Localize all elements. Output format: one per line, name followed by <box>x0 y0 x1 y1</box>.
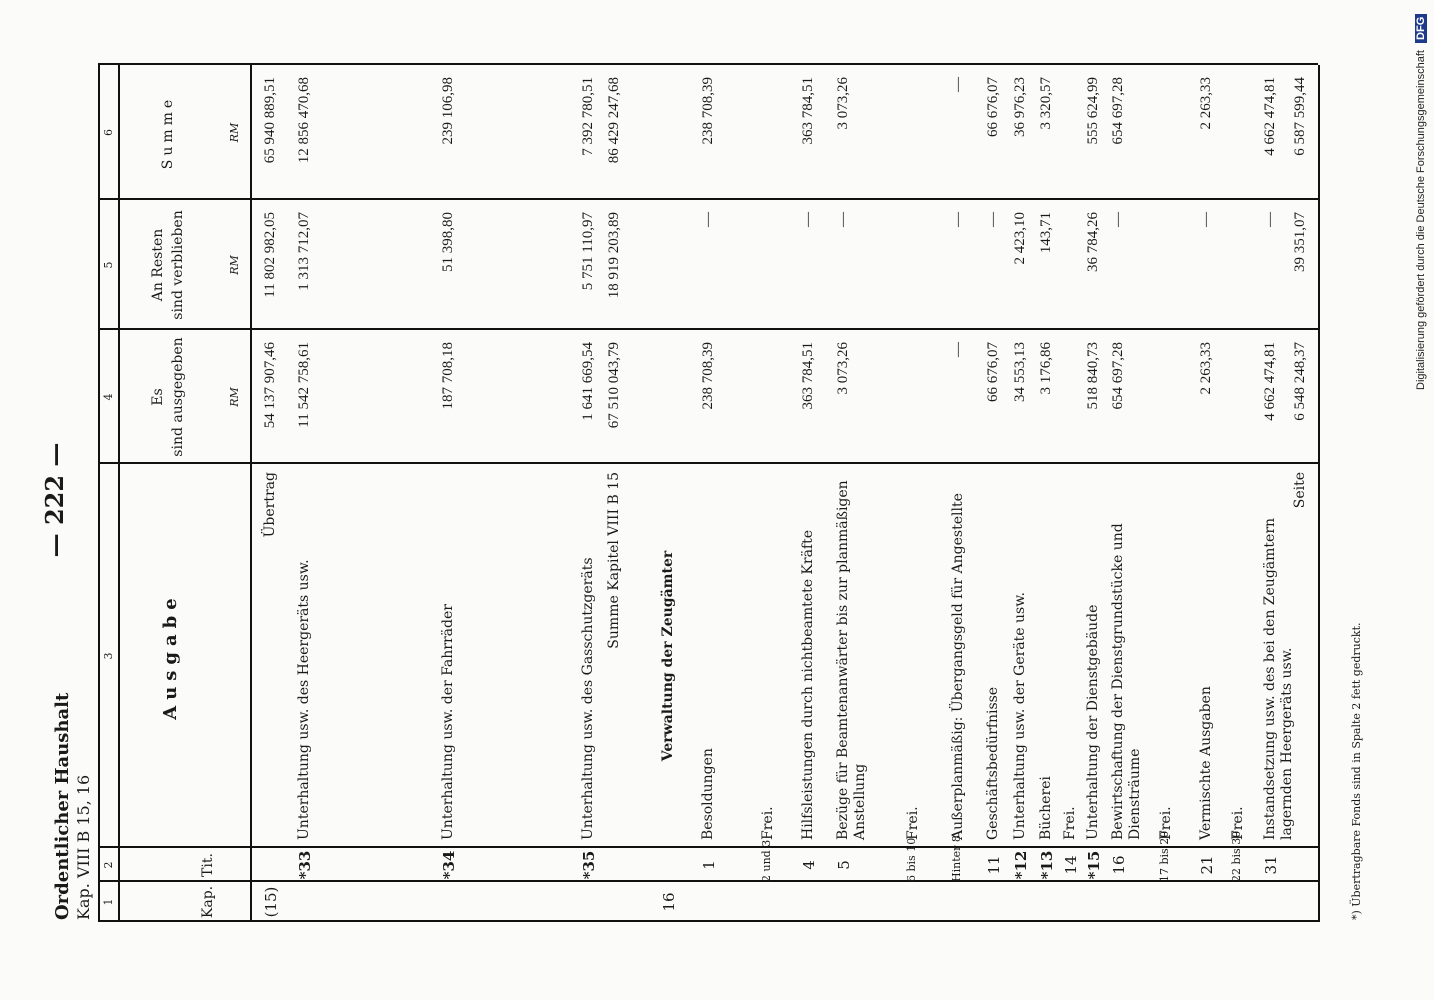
row-amount-c5: — <box>700 212 716 227</box>
row-label: Vermischte Ausgaben <box>1198 686 1214 840</box>
column-number-3: 3 <box>102 652 115 660</box>
unit-label: RM <box>228 122 241 143</box>
row-amount-c6: 36 976,23 <box>1012 77 1028 137</box>
row-tit: 14 <box>1062 855 1080 875</box>
row-amount-c5: — <box>1198 212 1214 227</box>
row-label: Außerplanmäßig: Übergangsgeld für Angestellte <box>950 493 966 840</box>
row-amount-c4: 67 510 043,79 <box>606 342 622 429</box>
header-summe: Summe <box>160 95 176 170</box>
row-tit: *12 <box>1012 850 1030 880</box>
row-amount-c4: — <box>950 342 966 357</box>
row-amount-c5: 143,71 <box>1038 212 1054 254</box>
header-tit: Tit. <box>200 853 216 877</box>
header-kap: Kap. <box>200 885 216 919</box>
column-number-6: 6 <box>102 129 115 136</box>
row-amount-c6: — <box>950 77 966 92</box>
row-amount-c5: 1 313 712,07 <box>296 212 312 291</box>
table-top-rule <box>98 65 100 922</box>
column-number-rule <box>118 65 120 922</box>
row-amount-c6: 7 392 780,51 <box>580 77 596 156</box>
row-amount-c6: 3 073,26 <box>835 77 851 130</box>
row-amount-c6: 3 320,57 <box>1038 77 1054 130</box>
row-label: Frei. <box>1062 806 1078 840</box>
row-amount-c6: 239 106,98 <box>440 77 456 145</box>
row-tit: 17 bis 20 <box>1158 830 1171 882</box>
column-rule-6 <box>98 63 1318 65</box>
header-col4-line2: sind ausgegeben <box>170 337 186 457</box>
header-rule <box>250 65 252 922</box>
row-label: Unterhaltung der Dienstgebäude <box>1085 604 1101 840</box>
row-tit: 21 <box>1198 855 1216 875</box>
row-label: Bezüge für Beamtenanwärter bis zur planmäßigen Anstellung <box>835 480 868 840</box>
page-title: Ordentlicher Haushalt <box>52 692 73 920</box>
row-amount-c4: 2 263,33 <box>1198 342 1214 395</box>
row-label: Unterhaltung usw. des Heergeräts usw. <box>296 559 312 840</box>
row-tit: 11 <box>985 855 1003 875</box>
row-amount-c4: 34 553,13 <box>1012 342 1028 402</box>
row-label: Frei. <box>1158 806 1174 840</box>
row-amount-c6: 363 784,51 <box>800 77 816 145</box>
section-title: Verwaltung der Zeugämter <box>660 550 676 762</box>
page-subtitle: Kap. VIII B 15, 16 <box>74 774 93 920</box>
row-amount-c4: 238 708,39 <box>700 342 716 410</box>
row-amount-c4: 187 708,18 <box>440 342 456 410</box>
row-tit: 5 <box>835 860 853 870</box>
row-amount-c4: 654 697,28 <box>1110 342 1126 410</box>
row-amount-c5: — <box>985 212 1001 227</box>
header-col4-line1: Es <box>150 388 166 406</box>
column-number-2: 2 <box>102 861 115 869</box>
row-amount-c6: 66 676,07 <box>985 77 1001 137</box>
row-amount-c4: 66 676,07 <box>985 342 1001 402</box>
row-amount-c5: 39 351,07 <box>1292 212 1308 272</box>
row-label: Unterhaltung usw. der Fahrräder <box>440 604 456 840</box>
row-label: Unterhaltung usw. der Geräte usw. <box>1012 592 1028 840</box>
row-amount-c5: 11 802 982,05 <box>262 212 278 298</box>
row-tit: *13 <box>1038 850 1056 880</box>
row-amount-c5: — <box>950 212 966 227</box>
unit-label: RM <box>228 387 241 407</box>
footnote: *) Übertragbare Fonds sind in Spalte 2 fett gedruckt. <box>1350 622 1363 920</box>
row-tit: 6 bis 10 <box>905 837 918 882</box>
row-amount-c6: 4 662 474,81 <box>1262 77 1278 156</box>
row-amount-c4: 3 176,86 <box>1038 342 1054 395</box>
row-amount-c5: 18 919 203,89 <box>606 212 622 299</box>
row-amount-c6: 2 263,33 <box>1198 77 1214 130</box>
row-tit: Hinter 8 <box>950 835 963 882</box>
row-amount-c4: 4 662 474,81 <box>1262 342 1278 421</box>
row-amount-c5: 51 398,80 <box>440 212 456 272</box>
row-label: Unterhaltung usw. des Gasschutzgeräts <box>580 557 596 840</box>
row-label: Übertrag <box>262 472 278 538</box>
row-kap: 16 <box>660 892 678 912</box>
row-amount-c4: 518 840,73 <box>1085 342 1101 410</box>
row-tit: *15 <box>1085 850 1103 880</box>
row-amount-c4: 54 137 907,46 <box>262 342 278 429</box>
column-number-1: 1 <box>102 898 115 906</box>
row-tit: 16 <box>1110 855 1128 875</box>
unit-label: RM <box>228 255 241 275</box>
row-tit: *35 <box>580 850 598 880</box>
row-label: Frei. <box>1230 806 1246 840</box>
row-amount-c5: — <box>1262 212 1278 227</box>
column-number-5: 5 <box>102 261 115 269</box>
row-amount-c5: — <box>800 212 816 227</box>
row-amount-c4: 11 542 758,61 <box>296 342 312 428</box>
row-label: Hilfsleistungen durch nichtbeamtete Kräfte <box>800 529 816 840</box>
row-label: Seite <box>1292 472 1308 509</box>
row-label: Instandsetzung usw. des bei den Zeugämtern lagernden Heergeräts usw. <box>1262 517 1295 840</box>
row-amount-c6: 555 624,99 <box>1085 77 1101 145</box>
row-label: Frei. <box>905 806 921 840</box>
row-amount-c5: 5 751 110,97 <box>580 212 596 291</box>
row-label: Summe Kapitel VIII B 15 <box>606 472 622 649</box>
sidebar-text: Digitalisierung gefördert durch die Deutsche Forschungsgemeinschaft <box>1415 50 1427 390</box>
row-kap: (15) <box>262 886 280 918</box>
row-amount-c5: — <box>835 212 851 227</box>
row-tit: 2 und 3 <box>760 839 773 882</box>
page-number: — 222 — <box>40 442 69 558</box>
row-amount-c5: 2 423,10 <box>1012 212 1028 265</box>
row-amount-c6: 6 587 599,44 <box>1292 77 1308 156</box>
row-amount-c5: 36 784,26 <box>1085 212 1101 272</box>
row-tit: 22 bis 30 <box>1230 830 1243 882</box>
row-tit: 1 <box>700 860 718 870</box>
row-label: Besoldungen <box>700 748 716 840</box>
dfg-logo: DFG <box>1415 14 1427 43</box>
header-ausgabe: Ausgabe <box>160 592 181 720</box>
row-tit: *34 <box>440 850 458 880</box>
row-label: Bewirtschaftung der Dienstgrundstücke und Diensträume <box>1110 523 1143 840</box>
row-amount-c4: 3 073,26 <box>835 342 851 395</box>
row-tit: 31 <box>1262 855 1280 875</box>
row-amount-c6: 86 429 247,68 <box>606 77 622 164</box>
row-amount-c4: 1 641 669,54 <box>580 342 596 421</box>
dfg-sidebar <box>1415 14 1427 390</box>
row-tit: *33 <box>296 850 314 880</box>
column-number-4: 4 <box>102 393 115 401</box>
row-amount-c6: 654 697,28 <box>1110 77 1126 145</box>
row-amount-c6: 238 708,39 <box>700 77 716 145</box>
table-bottom-rule <box>1318 65 1320 922</box>
row-label: Frei. <box>760 806 776 840</box>
row-amount-c4: 6 548 248,37 <box>1292 342 1308 421</box>
header-col5-line1: An Resten <box>150 228 166 302</box>
row-label: Geschäftsbedürfnisse <box>985 686 1001 840</box>
row-amount-c5: — <box>1110 212 1126 227</box>
row-tit: 4 <box>800 860 818 870</box>
row-amount-c6: 12 856 470,68 <box>296 77 312 164</box>
row-amount-c6: 65 940 889,51 <box>262 77 278 164</box>
row-label: Bücherei <box>1038 776 1054 840</box>
row-amount-c4: 363 784,51 <box>800 342 816 410</box>
header-col5-line2: sind verblieben <box>170 210 186 320</box>
column-rule-0 <box>98 920 1318 922</box>
